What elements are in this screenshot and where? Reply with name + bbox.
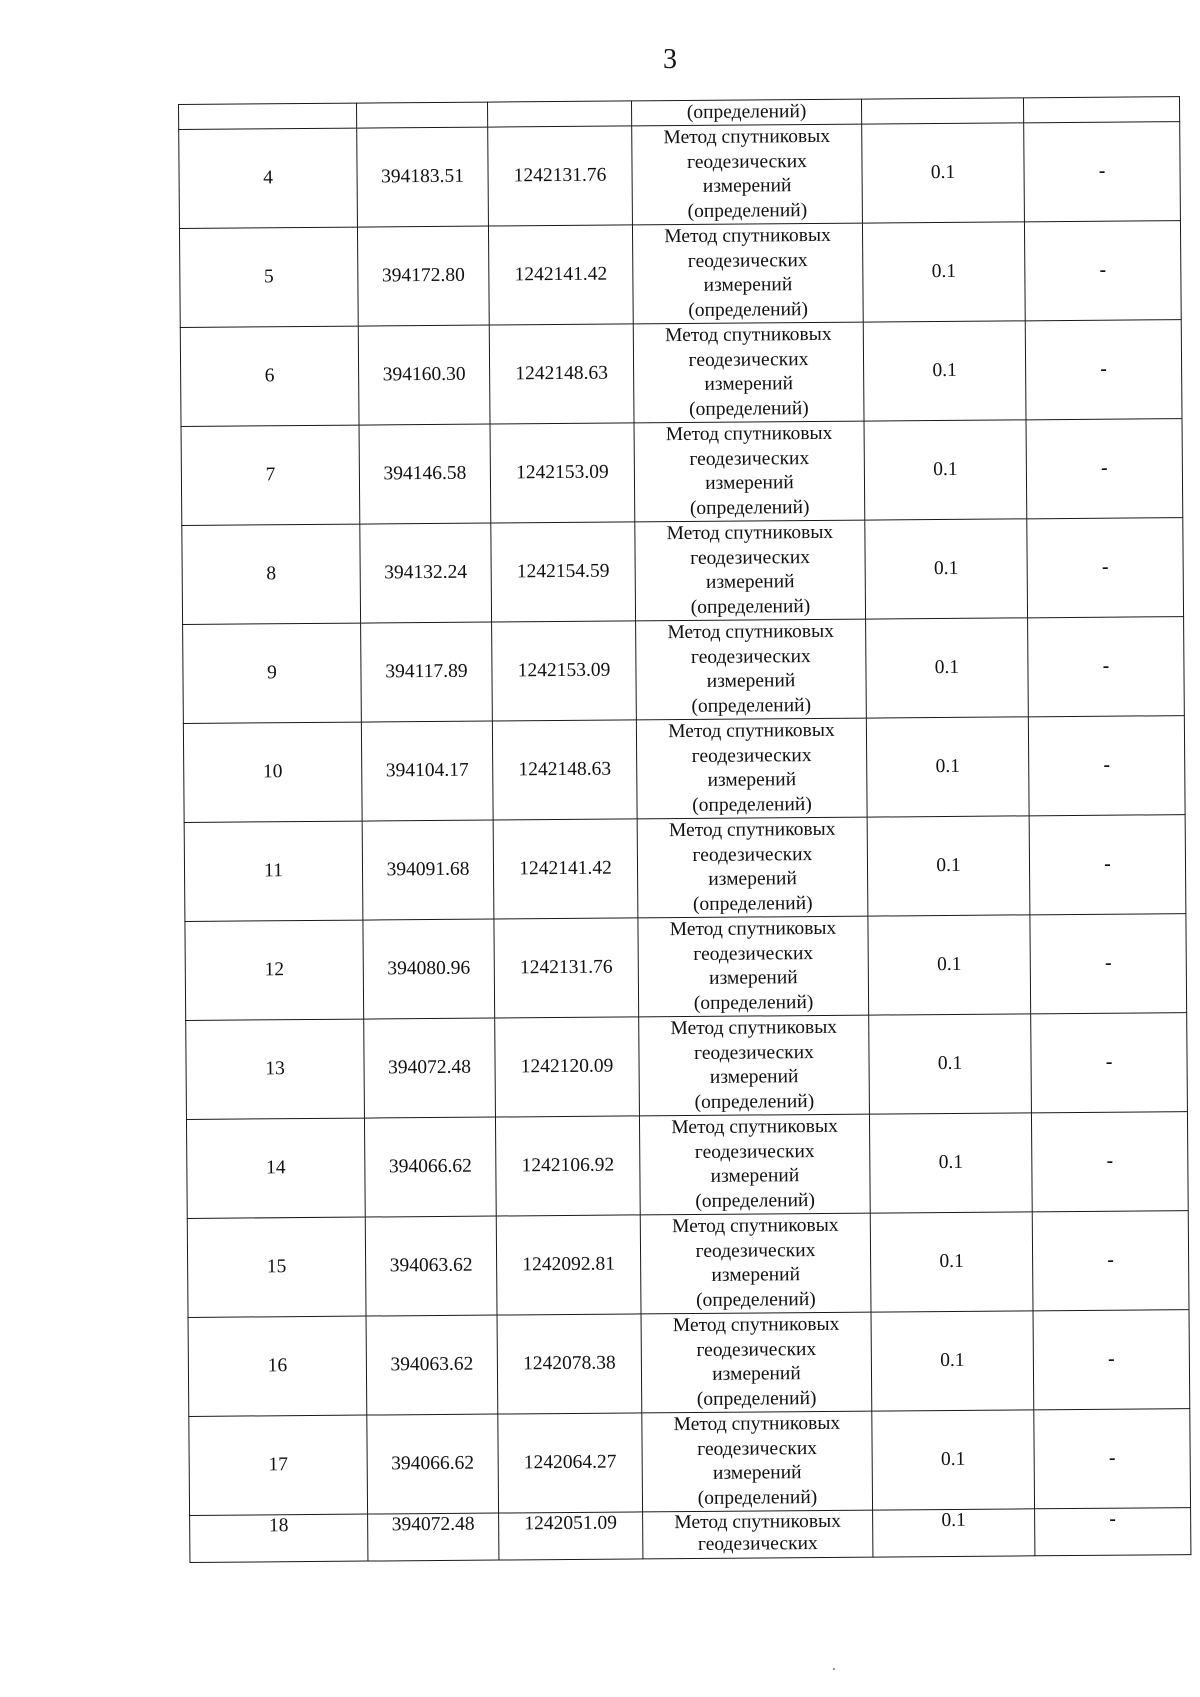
table-row: [181, 419, 1183, 526]
method-text-line: (определений): [697, 1486, 818, 1509]
method-text-line: измерений: [705, 472, 794, 494]
cell-point-number: 13: [186, 1019, 365, 1119]
cell-y: 1242131.76: [488, 126, 633, 226]
method-text-line: (определений): [688, 298, 809, 321]
cell-point-number: 6: [180, 326, 359, 426]
method-text-line: измерений: [704, 373, 794, 395]
cell-method: [643, 1510, 873, 1559]
method-text-line: геодезических: [695, 1239, 816, 1262]
cell-y: 1242153.09: [492, 621, 637, 721]
cell-note: -: [1031, 1112, 1188, 1212]
method-text-line: Метод спутниковых: [670, 1016, 838, 1040]
cell-note: -: [1029, 815, 1186, 915]
cell-point-number: 16: [188, 1316, 367, 1416]
cell-note: [1023, 97, 1179, 123]
cell-accuracy: 0.1: [865, 519, 1028, 619]
method-text-line: Метод спутниковых: [667, 620, 834, 644]
cell-x: 394117.89: [361, 622, 493, 722]
method-text-line: измерений: [709, 1066, 799, 1088]
table-row: [186, 1013, 1188, 1120]
table-row: [180, 320, 1182, 427]
cell-y: 1242064.27: [498, 1413, 643, 1513]
method-text-line: измерений: [711, 1264, 801, 1286]
cell-accuracy: 0.1: [870, 1212, 1033, 1312]
method-text-line: измерений: [705, 571, 795, 593]
cell-y: 1242120.09: [495, 1017, 640, 1117]
coordinates-table-wrapper: [178, 96, 1190, 1563]
cell-point-number: 12: [185, 920, 364, 1020]
cell-x: 394160.30: [358, 325, 490, 425]
cell-y: 1242078.38: [497, 1314, 642, 1414]
cell-note: -: [1024, 122, 1181, 222]
cell-method: [642, 1411, 873, 1512]
cell-accuracy: 0.1: [862, 222, 1025, 322]
cell-y: [487, 101, 631, 127]
cell-x: 394091.68: [362, 820, 494, 920]
cell-point-number: [179, 103, 357, 129]
cell-method: [638, 916, 869, 1017]
cell-method: [639, 1114, 870, 1215]
table-row: [187, 1211, 1189, 1318]
method-text-line: измерений: [703, 274, 793, 296]
cell-point-number: 5: [179, 227, 358, 327]
method-text-line: (определений): [696, 1288, 816, 1311]
cell-accuracy: 0.1: [862, 123, 1025, 223]
method-text-line: геодезических: [692, 843, 813, 866]
method-text-line: геодезических: [688, 348, 809, 371]
method-text-line: геодезических: [690, 645, 811, 668]
cell-point-number: 8: [182, 524, 361, 624]
cell-point-number: 9: [183, 623, 362, 723]
method-text-line: геодезических: [691, 744, 812, 767]
cell-y: 1242131.76: [494, 918, 639, 1018]
cell-accuracy: [861, 98, 1023, 124]
scan-speck: [833, 1668, 835, 1670]
cell-note: -: [1024, 221, 1181, 321]
cell-x: 394146.58: [359, 424, 491, 524]
table-row: [179, 221, 1181, 328]
method-text-line: измерений: [706, 670, 796, 692]
cell-x: 394072.48: [364, 1018, 496, 1118]
cell-point-number: 15: [187, 1217, 366, 1317]
method-text-line: Метод спутниковых: [671, 1214, 839, 1238]
method-text-line: геодезических: [693, 1041, 814, 1064]
cell-method: [633, 322, 864, 423]
method-text-line: Метод спутниковых: [664, 224, 831, 248]
cell-accuracy: 0.1: [864, 420, 1027, 520]
cell-accuracy: 0.1: [866, 618, 1029, 718]
cell-note: -: [1032, 1211, 1189, 1311]
method-text-line: Метод спутниковых: [668, 818, 836, 842]
cell-y: 1242092.81: [496, 1215, 641, 1315]
cell-note: -: [1035, 1508, 1191, 1556]
method-text-line: (определений): [690, 595, 811, 618]
method-text-line: Метод спутниковых: [672, 1313, 840, 1337]
cell-note: -: [1030, 914, 1187, 1014]
cell-method: [635, 520, 866, 621]
method-text-line: геодезических: [697, 1437, 818, 1460]
table-row: [183, 617, 1185, 724]
method-text-line: геодезических: [697, 1533, 818, 1555]
cell-x: 394183.51: [357, 127, 489, 227]
cell-point-number: 4: [179, 128, 358, 228]
cell-method: [636, 619, 867, 720]
method-text-line: измерений: [707, 769, 797, 791]
method-text-line: Метод спутниковых: [673, 1412, 841, 1436]
cell-accuracy: 0.1: [867, 816, 1030, 916]
method-text-line: измерений: [708, 868, 797, 890]
table-row: [183, 716, 1185, 823]
method-text-line: (определений): [689, 397, 809, 420]
method-text-line: Метод спутниковых: [668, 719, 835, 743]
method-text-line: (определений): [695, 1189, 816, 1212]
cell-note: -: [1028, 617, 1185, 717]
cell-x: 394072.48: [368, 1513, 499, 1561]
method-text-line: геодезических: [689, 447, 810, 470]
table-row: [188, 1310, 1190, 1417]
table-row: [185, 914, 1187, 1021]
method-text-line: измерений: [710, 1165, 800, 1187]
method-text-line: (определений): [692, 892, 813, 915]
table-row: [182, 518, 1184, 625]
method-text-line: Метод спутниковых: [674, 1510, 841, 1534]
cell-note: -: [1033, 1310, 1190, 1410]
table-row: [189, 1409, 1191, 1516]
method-text-line: Метод спутниковых: [665, 422, 833, 446]
cell-accuracy: 0.1: [863, 321, 1026, 421]
method-text-line: (определений): [694, 1090, 815, 1113]
cell-y: 1242148.63: [489, 324, 634, 424]
method-text-line: Метод спутниковых: [666, 521, 834, 545]
method-text-line: геодезических: [693, 942, 814, 965]
cell-method: [639, 1015, 870, 1116]
cell-point-number: 18: [190, 1514, 368, 1562]
cell-accuracy: 0.1: [873, 1509, 1035, 1557]
method-text-line: Метод спутниковых: [669, 917, 837, 941]
cell-method: [637, 817, 868, 918]
method-text-line: (определений): [692, 793, 812, 816]
cell-accuracy: 0.1: [869, 1014, 1032, 1114]
table-row: [179, 122, 1181, 229]
table-row: [184, 815, 1186, 922]
cell-note: -: [1028, 716, 1185, 816]
cell-accuracy: 0.1: [866, 717, 1029, 817]
cell-method: [632, 124, 863, 225]
cell-point-number: 17: [189, 1415, 368, 1515]
method-text-line: измерений: [709, 967, 798, 989]
cell-y: 1242051.09: [499, 1512, 643, 1560]
method-text-line: (определений): [687, 199, 808, 222]
cell-note: -: [1025, 320, 1182, 420]
cell-method: [636, 718, 867, 819]
method-text-line: (определений): [696, 1387, 817, 1410]
cell-x: 394172.80: [357, 226, 489, 326]
method-text-line: геодезических: [696, 1338, 817, 1361]
page-number: 3: [663, 44, 677, 75]
method-text-line: измерений: [702, 175, 792, 197]
cell-y: 1242154.59: [491, 522, 636, 622]
table-row: [186, 1112, 1188, 1219]
cell-y: 1242141.42: [488, 225, 633, 325]
method-text-line: (определений): [693, 991, 814, 1014]
method-text-line: (определений): [689, 496, 810, 519]
cell-accuracy: 0.1: [871, 1311, 1034, 1411]
method-text-line: геодезических: [690, 546, 811, 569]
method-text-line: Метод спутниковых: [664, 323, 832, 347]
cell-y: 1242148.63: [492, 720, 637, 820]
cell-method: [640, 1213, 871, 1314]
method-text-line: (определений): [691, 694, 812, 717]
cell-x: 394063.62: [366, 1315, 498, 1415]
cell-point-number: 14: [186, 1118, 365, 1218]
method-text-line: геодезических: [686, 150, 807, 173]
method-text-line: Метод спутниковых: [663, 125, 831, 149]
cell-point-number: 7: [181, 425, 360, 525]
method-text-line: геодезических: [687, 249, 808, 272]
cell-y: 1242106.92: [495, 1116, 640, 1216]
cell-note: -: [1026, 419, 1183, 519]
cell-point-number: 11: [184, 821, 363, 921]
cell-accuracy: 0.1: [869, 1113, 1032, 1213]
cell-x: 394132.24: [360, 523, 492, 623]
cell-accuracy: 0.1: [872, 1410, 1035, 1510]
cell-x: [356, 102, 487, 128]
method-text-line: измерений: [712, 1462, 802, 1484]
method-text-line: Метод спутниковых: [671, 1115, 838, 1139]
method-text-line: измерений: [712, 1363, 801, 1385]
cell-method: [632, 223, 863, 324]
cell-note: -: [1027, 518, 1184, 618]
method-text-line: геодезических: [694, 1140, 815, 1163]
cell-y: 1242153.09: [490, 423, 635, 523]
cell-y: 1242141.42: [493, 819, 638, 919]
cell-note: -: [1034, 1409, 1191, 1509]
table-body: [179, 97, 1191, 1563]
cell-method: [641, 1312, 872, 1413]
cell-x: 394104.17: [361, 721, 493, 821]
cell-x: 394080.96: [363, 919, 495, 1019]
cell-method: [634, 421, 865, 522]
cell-x: 394063.62: [365, 1216, 497, 1316]
cell-point-number: 10: [183, 722, 362, 822]
cell-method: (определений): [631, 99, 861, 126]
coordinates-table: [178, 96, 1191, 1563]
cell-x: 394066.62: [367, 1414, 499, 1514]
table-row-partial: [190, 1508, 1191, 1563]
cell-accuracy: 0.1: [868, 915, 1031, 1015]
cell-note: -: [1031, 1013, 1188, 1113]
cell-x: 394066.62: [364, 1117, 496, 1217]
